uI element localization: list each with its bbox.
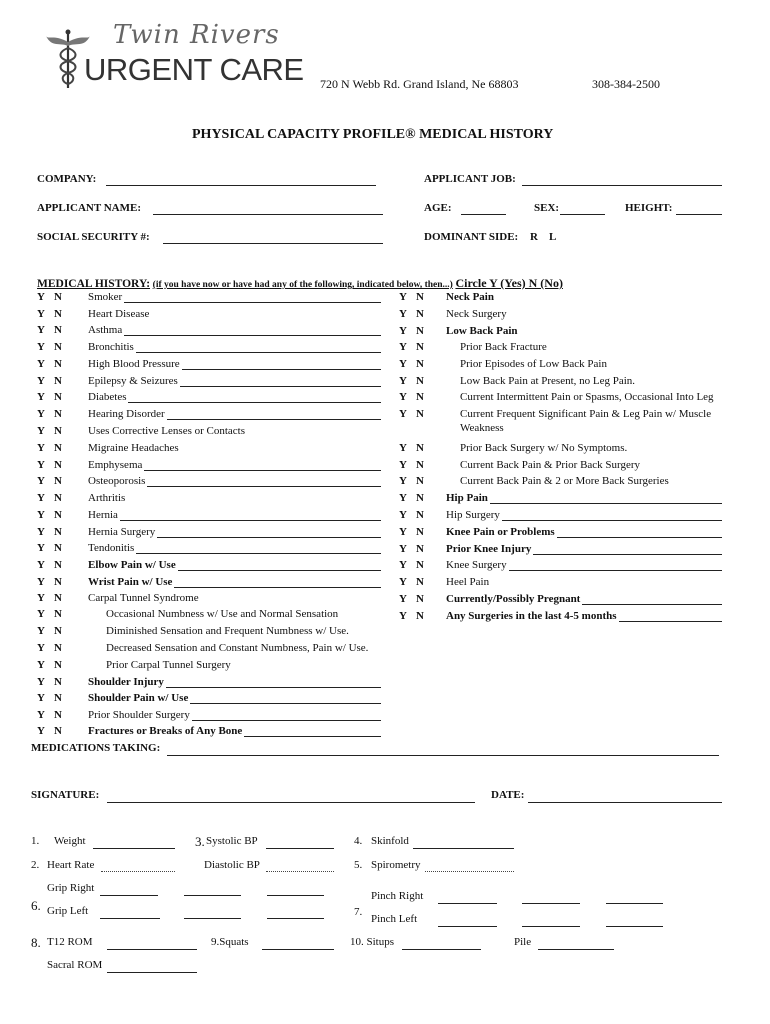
yes-option[interactable]: Y	[37, 358, 45, 370]
history-item-label: Heart Disease	[88, 308, 150, 320]
yes-option[interactable]: Y	[37, 625, 45, 637]
systolic-field[interactable]	[266, 848, 334, 849]
diastolic-field[interactable]	[266, 871, 334, 872]
skinfold-label: Skinfold	[371, 835, 409, 847]
dominant-side-left[interactable]: L	[549, 231, 557, 243]
history-item-label: Prior Shoulder Surgery	[88, 709, 190, 721]
history-item-label: Emphysema	[88, 459, 143, 471]
no-option[interactable]: N	[54, 391, 62, 403]
grip-left-label: Grip Left	[47, 905, 89, 917]
heart-rate-label: Heart Rate	[47, 859, 95, 871]
grip-right-field-1[interactable]	[100, 895, 158, 896]
history-item-label: Migraine Headaches	[88, 442, 179, 454]
history-item-label: Epilepsy & Seizures	[88, 375, 178, 387]
yes-option[interactable]: Y	[399, 526, 407, 538]
history-item-label: Hernia Surgery	[88, 526, 156, 538]
yes-option[interactable]: Y	[37, 692, 45, 704]
company-label: COMPANY:	[37, 173, 97, 185]
test-4-number: 4.	[354, 835, 363, 847]
medical-history-header	[37, 276, 563, 291]
history-item-label: Shoulder Pain w/ Use	[88, 692, 189, 704]
history-item-label: Osteoporosis	[88, 475, 146, 487]
yes-option[interactable]: Y	[37, 676, 45, 688]
sacral-rom-label: Sacral ROM	[47, 959, 103, 971]
yes-option[interactable]: Y	[37, 391, 45, 403]
history-item-label: Current Back Pain & Prior Back Surgery	[460, 459, 641, 471]
signature-label: SIGNATURE:	[31, 789, 100, 801]
yes-option[interactable]: Y	[37, 725, 45, 737]
history-item-label: Diabetes	[88, 391, 127, 403]
test-2-number: 2.	[31, 859, 40, 871]
yes-option[interactable]: Y	[37, 659, 45, 671]
yes-option[interactable]: Y	[399, 341, 407, 353]
medical-history-circle: Circle Y (Yes) N (No)	[455, 276, 563, 290]
no-option[interactable]: N	[54, 425, 62, 437]
signature-field[interactable]	[107, 802, 475, 803]
no-option[interactable]: N	[54, 692, 62, 704]
history-item-label: Weakness	[460, 422, 504, 434]
no-option[interactable]: N	[54, 324, 62, 336]
height-field[interactable]	[676, 214, 722, 215]
yes-option[interactable]: Y	[399, 408, 407, 420]
history-item-label: Prior Knee Injury	[446, 543, 532, 555]
logo-line2: URGENT CARE	[84, 52, 304, 87]
no-option[interactable]: N	[416, 308, 424, 320]
grip-left-field-1[interactable]	[100, 918, 160, 919]
pinch-left-field-2[interactable]	[522, 926, 580, 927]
no-option[interactable]: N	[54, 308, 62, 320]
history-item-label: Prior Carpal Tunnel Surgery	[106, 659, 231, 671]
history-item-label: Decreased Sensation and Constant Numbness, Pain w/ Use.	[106, 642, 369, 654]
spirometry-label: Spirometry	[371, 859, 421, 871]
yes-option[interactable]: Y	[399, 358, 407, 370]
history-item-line	[88, 520, 381, 521]
applicant-job-field[interactable]	[522, 185, 722, 186]
yes-option[interactable]: Y	[37, 408, 45, 420]
test-7-number: 7.	[354, 906, 363, 918]
history-item-label: Diminished Sensation and Frequent Numbness w/ Use.	[106, 625, 349, 637]
applicant-name-field[interactable]	[153, 214, 383, 215]
applicant-name-label: APPLICANT NAME:	[37, 202, 141, 214]
history-item-line	[88, 402, 381, 403]
yes-option[interactable]: Y	[37, 709, 45, 721]
yes-option[interactable]: Y	[37, 576, 45, 588]
yes-option[interactable]: Y	[399, 559, 407, 571]
no-option[interactable]: N	[54, 725, 62, 737]
history-item-label: Elbow Pain w/ Use	[88, 559, 176, 571]
sex-label: SEX:	[534, 202, 560, 214]
history-item-label: Low Back Pain	[446, 325, 518, 337]
no-option[interactable]: N	[54, 408, 62, 420]
history-item-label: Asthma	[88, 324, 123, 336]
yes-option[interactable]: Y	[37, 324, 45, 336]
no-option[interactable]: N	[54, 709, 62, 721]
sacral-rom-field[interactable]	[107, 972, 197, 973]
grip-right-field-2[interactable]	[184, 895, 241, 896]
test-1-number: 1.	[31, 835, 40, 847]
yes-option[interactable]: Y	[399, 291, 407, 303]
dominant-side-label: DOMINANT SIDE:	[424, 231, 519, 243]
squats-field[interactable]	[262, 949, 334, 950]
no-option[interactable]: N	[54, 559, 62, 571]
no-option[interactable]: N	[54, 291, 62, 303]
yes-option[interactable]: Y	[37, 542, 45, 554]
no-option[interactable]: N	[416, 543, 424, 555]
history-item-label: Prior Episodes of Low Back Pain	[460, 358, 607, 370]
history-item-label: Prior Back Fracture	[460, 341, 547, 353]
no-option[interactable]: N	[416, 610, 424, 622]
yes-option[interactable]: Y	[37, 592, 45, 604]
yes-option[interactable]: Y	[37, 291, 45, 303]
history-item-label: Prior Back Surgery w/ No Symptoms.	[460, 442, 628, 454]
no-option[interactable]: N	[54, 442, 62, 454]
no-option[interactable]: N	[54, 509, 62, 521]
pinch-left-label: Pinch Left	[371, 913, 418, 925]
history-item-label: Current Frequent Significant Pain & Leg Pain w/ Muscle	[460, 408, 712, 420]
no-option[interactable]: N	[416, 375, 424, 387]
t12-rom-label: T12 ROM	[47, 936, 93, 948]
yes-option[interactable]: Y	[399, 593, 407, 605]
no-option[interactable]: N	[416, 492, 424, 504]
history-item-label: Currently/Possibly Pregnant	[446, 593, 581, 605]
t12-rom-field[interactable]	[107, 949, 197, 950]
test-8-number: 8.	[31, 935, 41, 950]
yes-option[interactable]: Y	[399, 475, 407, 487]
history-item-label: Fractures or Breaks of Any Bone	[88, 725, 243, 737]
yes-option[interactable]: Y	[37, 425, 45, 437]
yes-option[interactable]: Y	[37, 459, 45, 471]
pinch-right-field-1[interactable]	[438, 903, 497, 904]
no-option[interactable]: N	[54, 642, 62, 654]
history-item-label: Smoker	[88, 291, 123, 303]
situps-label: 10. Situps	[350, 936, 395, 948]
yes-option[interactable]: Y	[37, 308, 45, 320]
test-5-number: 5.	[354, 859, 363, 871]
no-option[interactable]: N	[416, 559, 424, 571]
pile-label: Pile	[514, 936, 532, 948]
yes-option[interactable]: Y	[399, 492, 407, 504]
heart-rate-field[interactable]	[101, 871, 175, 872]
no-option[interactable]: N	[54, 375, 62, 387]
no-option[interactable]: N	[416, 442, 424, 454]
history-item-label: Current Back Pain & 2 or More Back Surgeries	[460, 475, 669, 487]
no-option[interactable]: N	[54, 475, 62, 487]
history-item-label: Neck Surgery	[446, 308, 507, 320]
height-label: HEIGHT:	[625, 202, 673, 214]
age-label: AGE:	[424, 202, 452, 214]
grip-right-field-3[interactable]	[267, 895, 324, 896]
no-option[interactable]: N	[54, 358, 62, 370]
ssn-field[interactable]	[163, 243, 383, 244]
history-item-label: Arthritis	[88, 492, 126, 504]
yes-option[interactable]: Y	[399, 576, 407, 588]
yes-option[interactable]: Y	[399, 509, 407, 521]
grip-left-field-3[interactable]	[267, 918, 324, 919]
history-item-label: Wrist Pain w/ Use	[88, 576, 173, 588]
logo-line1: Twin Rivers	[113, 20, 280, 50]
no-option[interactable]: N	[54, 608, 62, 620]
history-item-label: Bronchitis	[88, 341, 134, 353]
yes-option[interactable]: Y	[37, 608, 45, 620]
yes-option[interactable]: Y	[399, 610, 407, 622]
history-item-label: Knee Pain or Problems	[446, 526, 555, 538]
yes-option[interactable]: Y	[399, 391, 407, 403]
no-option[interactable]: N	[416, 325, 424, 337]
no-option[interactable]: N	[54, 542, 62, 554]
history-item-line	[88, 335, 381, 336]
company-field[interactable]	[106, 185, 376, 186]
weight-field[interactable]	[93, 848, 175, 849]
no-option[interactable]: N	[416, 526, 424, 538]
no-option[interactable]: N	[54, 592, 62, 604]
no-option[interactable]: N	[416, 475, 424, 487]
history-item-label: Carpal Tunnel Syndrome	[88, 592, 199, 604]
no-option[interactable]: N	[416, 408, 424, 420]
skinfold-field[interactable]	[413, 848, 514, 849]
yes-option[interactable]: Y	[37, 492, 45, 504]
no-option[interactable]: N	[416, 391, 424, 403]
medications-field[interactable]	[167, 755, 719, 756]
history-item-label: Neck Pain	[446, 291, 494, 303]
clinic-address: 720 N Webb Rd. Grand Island, Ne 68803	[320, 77, 519, 91]
no-option[interactable]: N	[416, 291, 424, 303]
clinic-phone: 308-384-2500	[592, 77, 660, 91]
page-title: PHYSICAL CAPACITY PROFILE® MEDICAL HISTORY	[192, 127, 554, 142]
weight-label: Weight	[54, 835, 86, 847]
diastolic-label: Diastolic BP	[204, 859, 260, 871]
no-option[interactable]: N	[54, 625, 62, 637]
history-item-label: Hip Pain	[446, 492, 488, 504]
yes-option[interactable]: Y	[399, 543, 407, 555]
yes-option[interactable]: Y	[37, 559, 45, 571]
grip-right-label: Grip Right	[47, 882, 95, 894]
yes-option[interactable]: Y	[37, 341, 45, 353]
squats-label: 9.Squats	[211, 936, 249, 948]
no-option[interactable]: N	[54, 676, 62, 688]
yes-option[interactable]: Y	[37, 442, 45, 454]
yes-option[interactable]: Y	[399, 325, 407, 337]
yes-option[interactable]: Y	[399, 308, 407, 320]
history-item-label: Uses Corrective Lenses or Contacts	[88, 425, 246, 437]
yes-option[interactable]: Y	[37, 509, 45, 521]
yes-option[interactable]: Y	[37, 526, 45, 538]
history-item-label: Any Surgeries in the last 4-5 months	[446, 610, 617, 622]
pinch-left-field-1[interactable]	[438, 926, 497, 927]
situps-field[interactable]	[402, 949, 481, 950]
pinch-left-field-3[interactable]	[606, 926, 663, 927]
no-option[interactable]: N	[416, 358, 424, 370]
applicant-job-label: APPLICANT JOB:	[424, 173, 516, 185]
spirometry-field[interactable]	[425, 871, 514, 872]
history-item-label: Heel Pain	[446, 576, 490, 588]
history-item-label: Shoulder Injury	[88, 676, 164, 688]
history-item-label: Occasional Numbness w/ Use and Normal Sensation	[106, 608, 339, 620]
no-option[interactable]: N	[54, 492, 62, 504]
history-item-line	[88, 302, 381, 303]
yes-option[interactable]: Y	[37, 375, 45, 387]
no-option[interactable]: N	[416, 509, 424, 521]
pinch-right-field-2[interactable]	[522, 903, 580, 904]
systolic-label: Systolic BP	[206, 835, 258, 847]
history-item-label: Knee Surgery	[446, 559, 507, 571]
no-option[interactable]: N	[54, 659, 62, 671]
history-item-label: Hernia	[88, 509, 118, 521]
medications-label: MEDICATIONS TAKING:	[31, 742, 161, 754]
yes-option[interactable]: Y	[37, 642, 45, 654]
ssn-label: SOCIAL SECURITY #:	[37, 231, 150, 243]
pile-field[interactable]	[538, 949, 614, 950]
test-6-number: 6.	[31, 898, 41, 913]
no-option[interactable]: N	[54, 526, 62, 538]
yes-option[interactable]: Y	[37, 475, 45, 487]
grip-left-field-2[interactable]	[184, 918, 241, 919]
history-item-label: Current Intermittent Pain or Spasms, Occasional Into Leg	[460, 391, 714, 403]
medical-history-instruction: (if you have now or have had any of the following, indicated below, then...)	[152, 280, 453, 290]
dominant-side-right[interactable]: R	[530, 231, 538, 243]
no-option[interactable]: N	[54, 459, 62, 471]
pinch-right-field-3[interactable]	[606, 903, 663, 904]
no-option[interactable]: N	[416, 576, 424, 588]
yes-option[interactable]: Y	[399, 375, 407, 387]
no-option[interactable]: N	[416, 459, 424, 471]
date-label: DATE:	[491, 789, 525, 801]
history-item-label: High Blood Pressure	[88, 358, 180, 370]
history-item-label: Low Back Pain at Present, no Leg Pain.	[460, 375, 636, 387]
history-item-label: Hearing Disorder	[88, 408, 165, 420]
pinch-right-label: Pinch Right	[371, 890, 424, 902]
yes-option[interactable]: Y	[399, 459, 407, 471]
no-option[interactable]: N	[416, 593, 424, 605]
no-option[interactable]: N	[54, 341, 62, 353]
history-item-label: Hip Surgery	[446, 509, 500, 521]
history-item-label: Tendonitis	[88, 542, 135, 554]
yes-option[interactable]: Y	[399, 442, 407, 454]
sex-field[interactable]	[560, 214, 605, 215]
age-field[interactable]	[461, 214, 506, 215]
test-3-number: 3.	[195, 834, 205, 849]
date-field[interactable]	[528, 802, 722, 803]
no-option[interactable]: N	[416, 341, 424, 353]
no-option[interactable]: N	[54, 576, 62, 588]
medical-history-label: MEDICAL HISTORY:	[37, 278, 151, 290]
